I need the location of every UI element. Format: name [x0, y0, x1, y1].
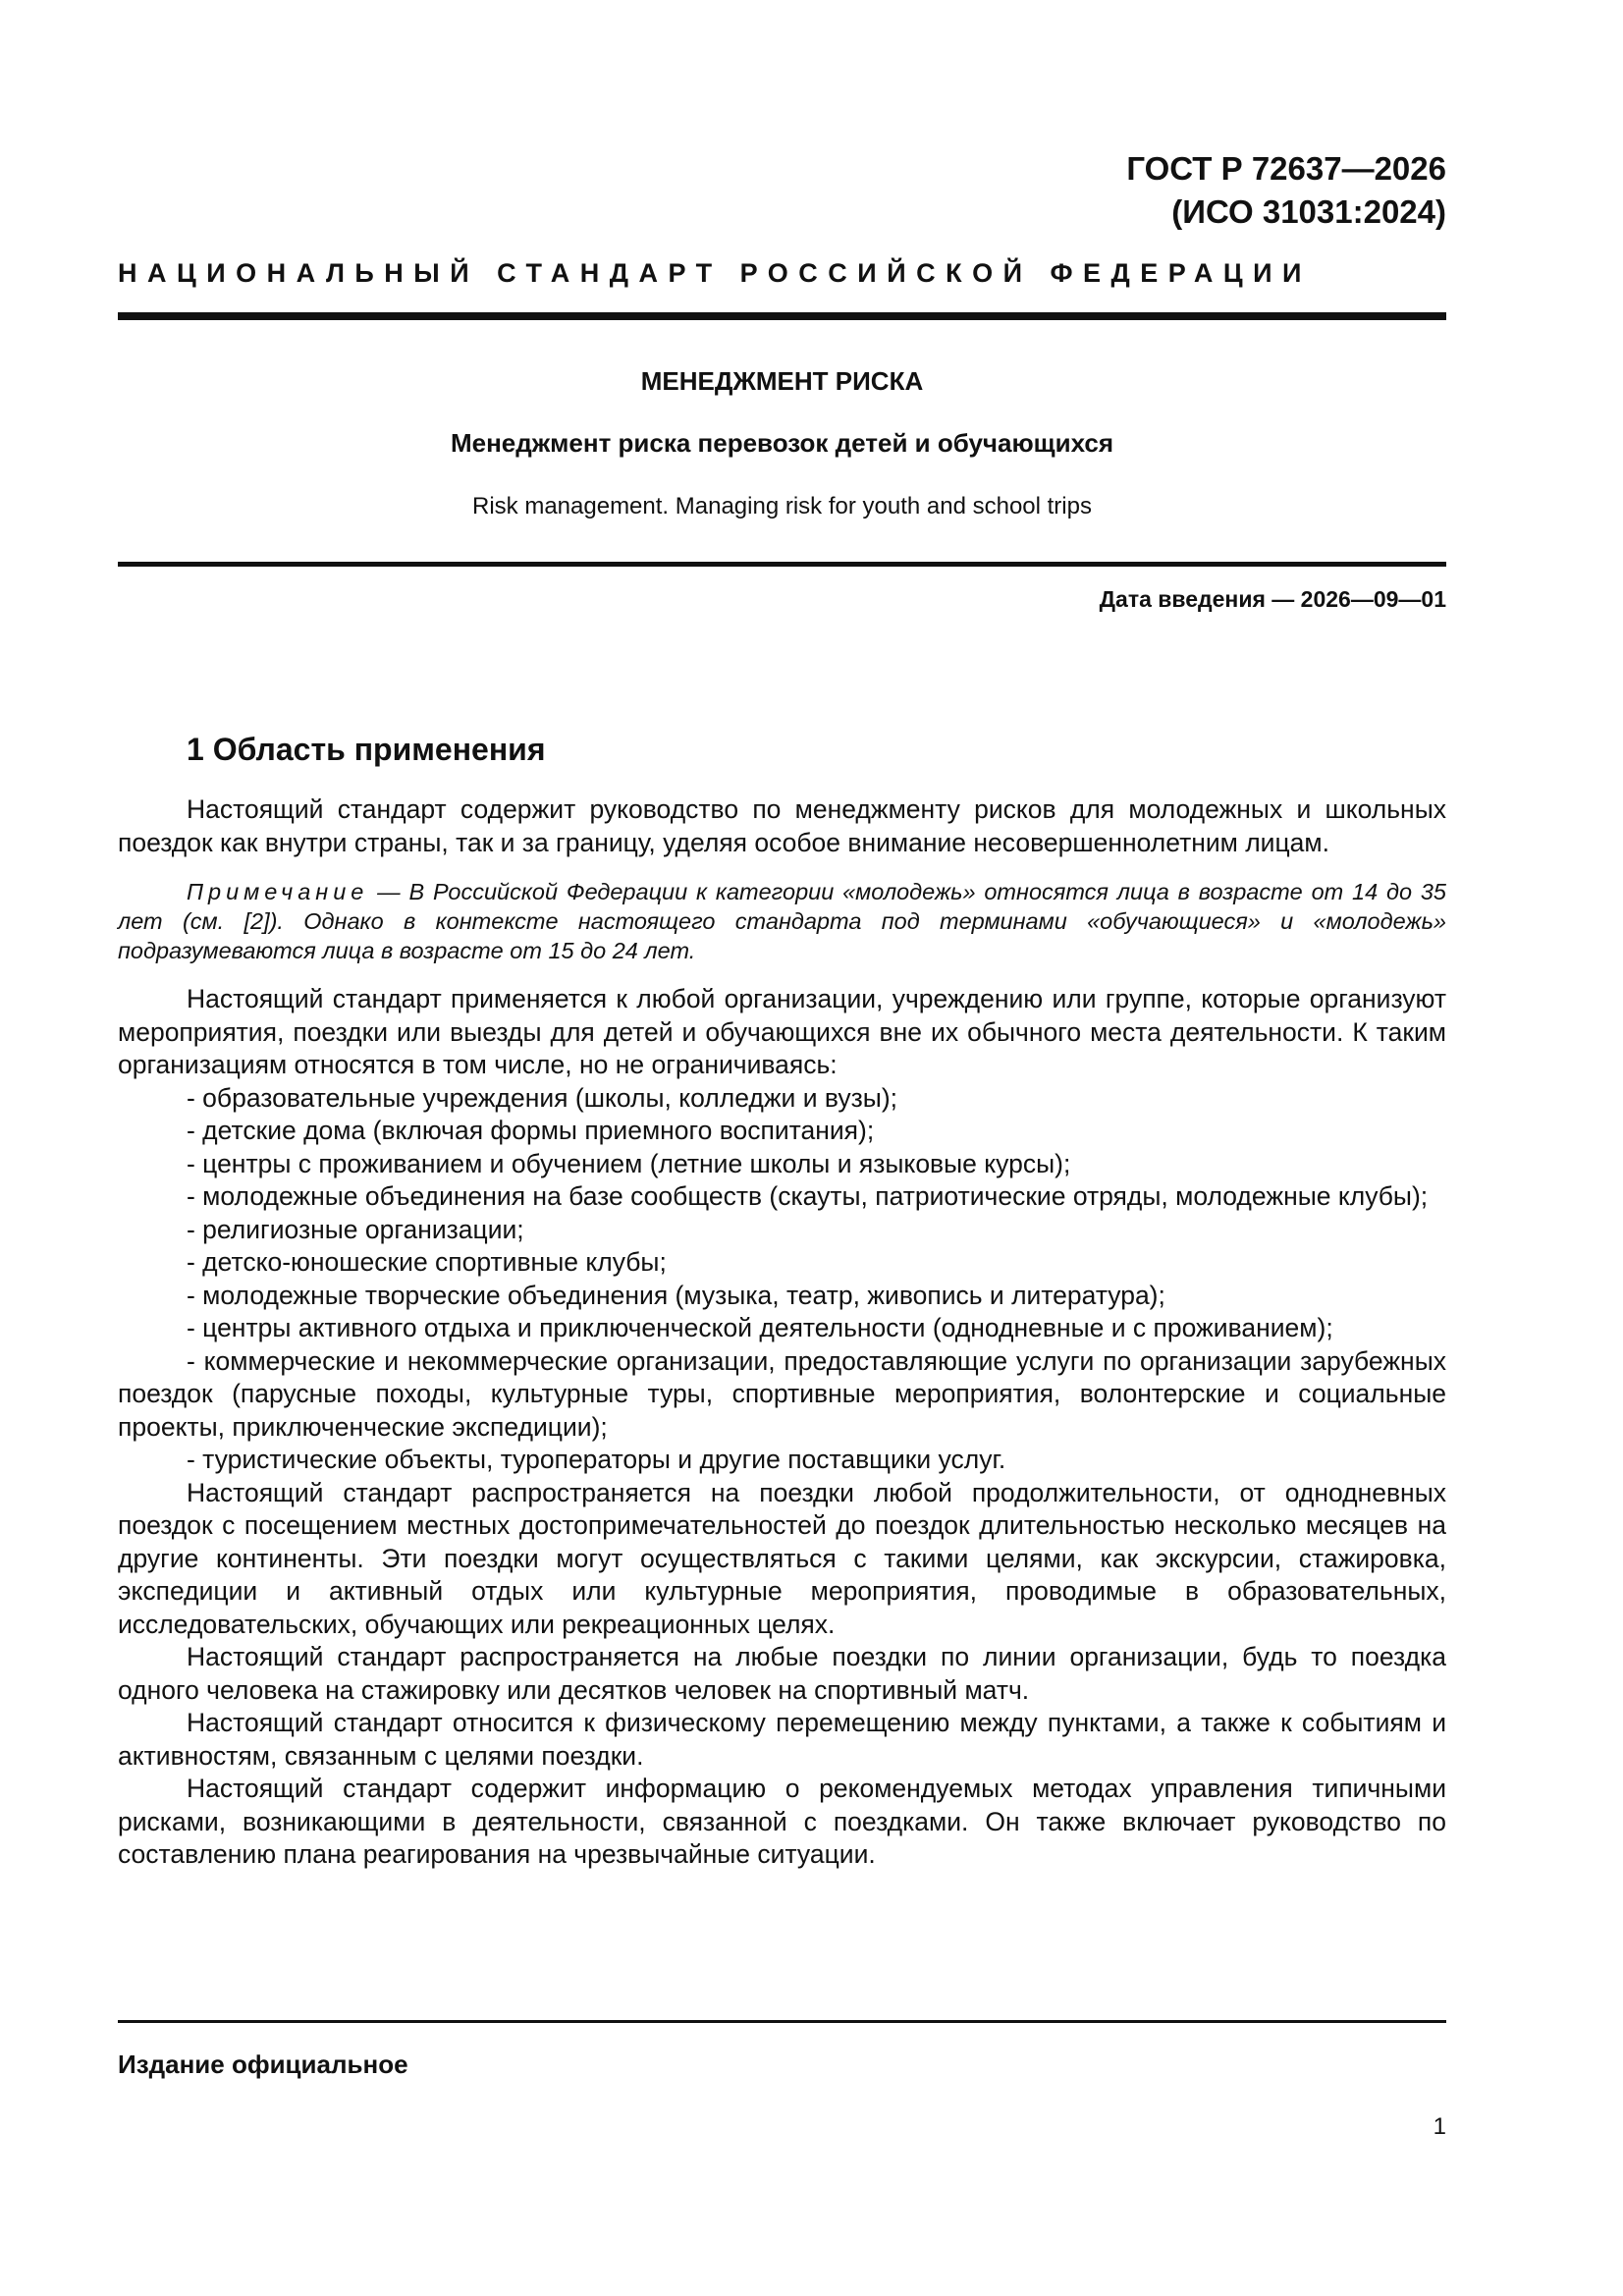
paragraph-scope-trips: Настоящий стандарт распространяется на любые поездки по линии организации, будь то поездка одного человека на стажировку или десятков человек на спортивный матч.: [118, 1642, 1446, 1705]
paragraph-intro: Настоящий стандарт содержит руководство по менеджменту рисков для молодежных и школьных поездок как внутри страны, так и за границу, уделяя особое внимание несовершеннолетним лицам.: [118, 794, 1446, 857]
list-item: - молодежные творческие объединения (музыка, театр, живопись и литература);: [187, 1280, 1165, 1310]
introduction-date: Дата введения — 2026—09—01: [1099, 586, 1446, 612]
document-subtitle: Менеджмент риска перевозок детей и обучающихся: [450, 428, 1114, 458]
iso-code: (ИСО 31031:2024): [1171, 193, 1446, 230]
note-label: Примечание: [187, 879, 369, 904]
header-divider: [118, 312, 1446, 320]
english-title: Risk management. Managing risk for youth and school trips: [472, 493, 1092, 519]
section-heading: 1 Область применения: [187, 732, 546, 767]
list-item: - коммерческие и некоммерческие организации, предоставляющие услуги по организации зарубежных поездок (парусные походы, культурные туры, спортивные мероприятия, волонтерские и социальные проекты, приключенческие экспедиции);: [118, 1345, 1446, 1442]
paragraph-duration: Настоящий стандарт распространяется на поездки любой продолжительности, от однодневных поездок с посещением местных достопримечательностей до поездок длительностью несколько месяцев на другие континенты. Эти поездки могут осуществляться с такими целями, как экскурсии, стажировка, экспедиции и активный отдых или культурные мероприятия, проводимые в образовательных, исследовательских, обучающих или рекреационных целях.: [118, 1477, 1446, 1639]
list-item: - туристические объекты, туроператоры и другие поставщики услуг.: [187, 1445, 1006, 1474]
list-item: - центры с проживанием и обучением (летние школы и языковые курсы);: [187, 1148, 1071, 1178]
list-item: - молодежные объединения на базе сообществ (скауты, патриотические отряды, молодежные клубы);: [187, 1181, 1429, 1211]
footer-divider: [118, 2020, 1446, 2023]
paragraph-applies: Настоящий стандарт применяется к любой организации, учреждению или группе, которые организуют мероприятия, поездки или выезды для детей и обучающихся вне их обычного места деятельности. К таким организациям относятся в том числе, но не ограничиваясь:: [118, 984, 1446, 1079]
official-edition: Издание официальное: [118, 2050, 408, 2079]
list-item: - детские дома (включая формы приемного воспитания);: [187, 1116, 875, 1145]
note: [118, 877, 1446, 965]
standard-designation: [1126, 147, 1446, 234]
national-standard-banner: НАЦИОНАЛЬНЫЙ СТАНДАРТ РОССИЙСКОЙ ФЕДЕРАЦИИ: [118, 258, 1312, 288]
page-number: 1: [1433, 2113, 1446, 2140]
section-body: [118, 793, 1446, 1872]
note-text: — В Российской Федерации к категории «молодежь» относятся лица в возрасте от 14 до 35 лет (см. [2]). Однако в контексте настоящего стандарта под терминами «обучающиеся» и «молодежь» подразумеваются лица в возрасте от 15 до 24 лет.: [118, 879, 1446, 963]
organization-list: [118, 1082, 1446, 1477]
list-item: - детско-юношеские спортивные клубы;: [187, 1247, 667, 1277]
list-item: - религиозные организации;: [187, 1214, 524, 1244]
list-item: - центры активного отдыха и приключенческой деятельности (однодневные и с проживанием);: [187, 1313, 1333, 1342]
list-item: - образовательные учреждения (школы, колледжи и вузы);: [187, 1082, 898, 1113]
paragraph-methods: Настоящий стандарт содержит информацию о рекомендуемых методах управления типичными рисками, возникающими в деятельности, связанной с поездками. Он также включает руководство по составлению плана реагирования на чрезвычайные ситуации.: [118, 1774, 1446, 1869]
document-title: МЕНЕДЖМЕНТ РИСКА: [640, 366, 924, 396]
paragraph-movement: Настоящий стандарт относится к физическому перемещению между пунктами, а также к событиям и активностям, связанным с целями поездки.: [118, 1708, 1446, 1771]
title-divider: [118, 562, 1446, 567]
gost-code: ГОСТ Р 72637—2026: [1126, 150, 1446, 187]
